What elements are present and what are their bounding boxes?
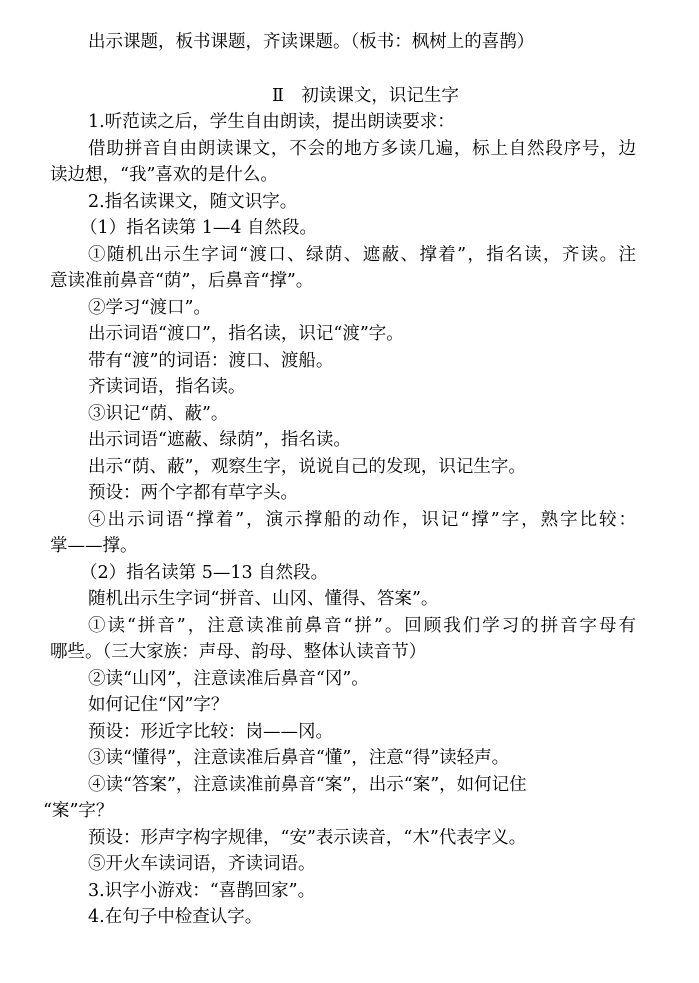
text-line: （1）指名读第 1—4 自然段。 — [80, 218, 318, 238]
text-line: 2.指名读课文，随文识字。 — [88, 192, 298, 212]
text-line: ③识记“荫、蔽”。 — [88, 404, 229, 424]
text-line: 借助拼音自由朗读课文，不会的地方多读几遍，标上自然段序号，边 — [88, 139, 636, 159]
text-line: ④出示词语“撑着”，演示撑船的动作，识记“撑”字，熟字比较： — [88, 510, 636, 530]
text-line: ②读“山冈”，注意读准后鼻音“冈”。 — [88, 669, 369, 689]
text-line: 哪些。（三大家族：声母、韵母、整体认读音节） — [50, 642, 427, 662]
text-line: 出示词语“遮蔽、绿荫”，指名读。 — [88, 430, 351, 450]
text-line: 4.在句子中检查认字。 — [88, 907, 263, 927]
text-line: 预设：两个字都有草字头。 — [88, 483, 298, 503]
text-line: 预设：形声字构字规律，“安”表示读音，“木”代表字义。 — [88, 828, 527, 848]
text-line: “案”字？ — [43, 801, 114, 821]
text-line: 齐读词语，指名读。 — [88, 377, 246, 397]
section-heading: Ⅱ 初读课文，识记生字 — [272, 86, 459, 106]
text-line: 出示课题，板书课题，齐读课题。（板书：枫树上的喜鹊） — [88, 32, 535, 52]
text-line: 读边想，“我”喜欢的是什么。 — [50, 165, 278, 185]
text-line: ③读“懂得”，注意读准后鼻音“懂”，注意“得”读轻声。 — [88, 748, 510, 768]
text-line: 3.识字小游戏：“喜鹊回家”。 — [88, 881, 316, 901]
text-line: 出示词语“渡口”，指名读，识记“渡”字。 — [88, 324, 404, 344]
text-line: 1.听范读之后，学生自由朗读，提出朗读要求： — [88, 112, 455, 132]
text-line: ④读“答案”，注意读准前鼻音“案”，出示“案”，如何记住 — [88, 775, 527, 795]
text-line: ⑤开火车读词语，齐读词语。 — [88, 854, 316, 874]
text-line: 预设：形近字比较：岗——冈。 — [88, 722, 333, 742]
text-line: 如何记住“冈”字？ — [88, 695, 229, 715]
text-line: ①读“拼音”，注意读准前鼻音“拼”。回顾我们学习的拼音字母有 — [88, 616, 636, 636]
text-line: ①随机出示生字词“渡口、绿荫、遮蔽、撑着”，指名读，齐读。注 — [88, 245, 636, 265]
text-line: 带有“渡”的词语：渡口、渡船。 — [88, 351, 334, 371]
text-line: 出示“荫、蔽”，观察生字，说说自己的发现，识记生字。 — [88, 457, 526, 477]
text-line: 随机出示生字词“拼音、山冈、懂得、答案”。 — [88, 589, 439, 609]
text-line: ②学习“渡口”。 — [88, 298, 211, 318]
text-line: 掌——撑。 — [50, 536, 138, 556]
text-line: （2）指名读第 5—13 自然段。 — [80, 563, 329, 583]
text-line: 意读准前鼻音“荫”，后鼻音“撑”。 — [50, 271, 314, 291]
